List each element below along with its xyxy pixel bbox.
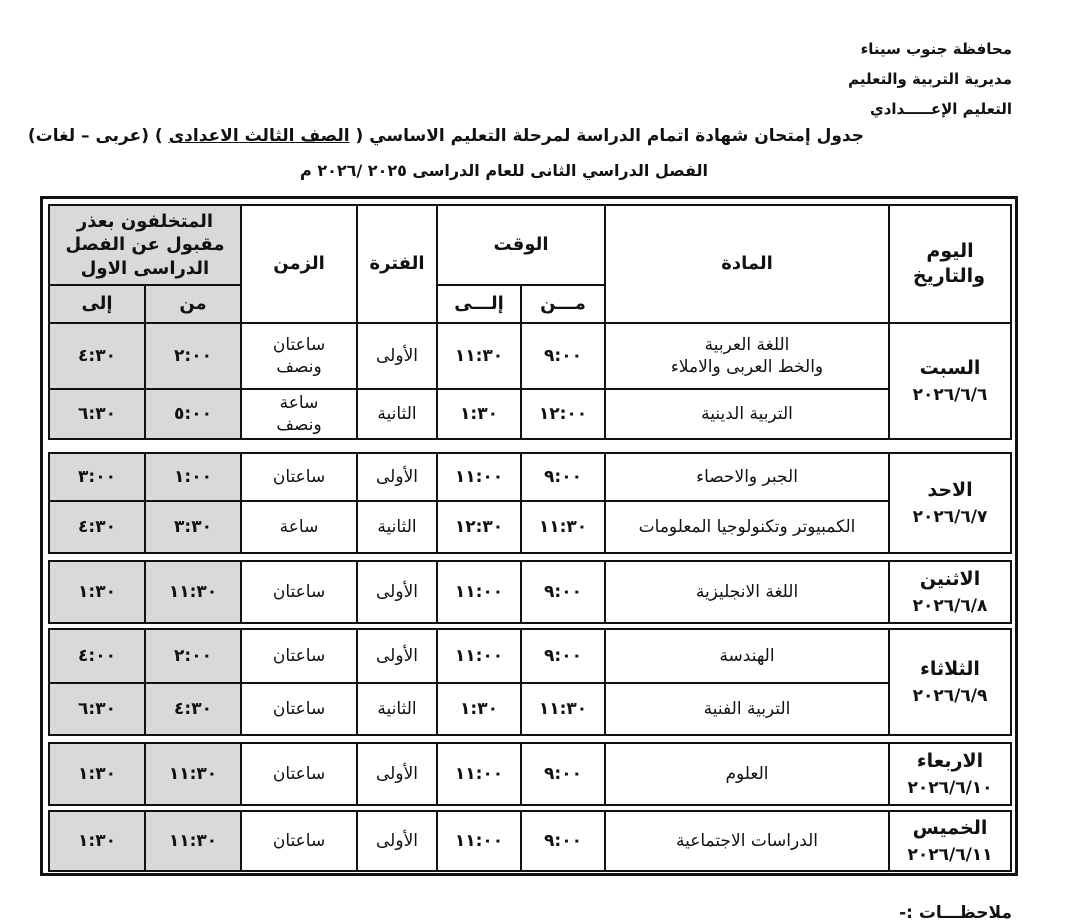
governorate-label: محافظة جنوب سيناء [860, 40, 1012, 58]
period-cell: الأولى [357, 561, 437, 623]
header-makeup-from: من [145, 285, 241, 323]
time-from-cell: ٩:٠٠ [521, 323, 605, 389]
table-row [49, 743, 1011, 805]
directorate-label: مديرية التربية والتعليم [848, 70, 1012, 88]
header-duration: الزمن [241, 205, 357, 323]
makeup-from-cell: ١١:٣٠ [145, 811, 241, 871]
stage-label: التعليم الإعـــــدادي [869, 100, 1012, 118]
exam-schedule-table [48, 204, 1012, 872]
makeup-to-cell: ٣:٠٠ [49, 453, 145, 501]
day-name: الثلاثاء [920, 657, 980, 680]
table-row [49, 811, 1011, 871]
day-separator [49, 735, 1011, 743]
time-from-cell: ٩:٠٠ [521, 743, 605, 805]
time-to-cell: ١:٣٠ [437, 683, 521, 735]
header-makeup: المتخلفون بعذر مقبول عن الفصل الدراسى الاول [49, 205, 241, 285]
day-name: الخميس [912, 816, 988, 839]
duration-cell: ساعتان [241, 629, 357, 683]
day-date-cell [889, 453, 1011, 553]
day-date-cell [889, 811, 1011, 871]
subject-cell: التربية الفنية [605, 683, 889, 735]
time-from-cell: ٩:٠٠ [521, 811, 605, 871]
time-to-cell: ١١:٠٠ [437, 629, 521, 683]
makeup-to-cell: ١:٣٠ [49, 561, 145, 623]
makeup-to-cell: ٤:٠٠ [49, 629, 145, 683]
table-row [49, 501, 1011, 553]
subject-cell: اللغة العربية والخط العربى والاملاء [605, 323, 889, 389]
document-subtitle: الفصل الدراسي الثانى للعام الدراسى ٢٠٢٥ /٢٠٢٦ م [300, 161, 708, 180]
separator-cell [49, 439, 1011, 453]
day-separator [49, 439, 1011, 453]
time-from-cell: ١٢:٠٠ [521, 389, 605, 439]
period-cell: الثانية [357, 683, 437, 735]
time-from-cell: ١١:٣٠ [521, 683, 605, 735]
header-makeup-to: إلى [49, 285, 145, 323]
time-to-cell: ١:٣٠ [437, 389, 521, 439]
makeup-from-cell: ١١:٣٠ [145, 561, 241, 623]
makeup-from-cell: ١:٠٠ [145, 453, 241, 501]
subject-cell: الجبر والاحصاء [605, 453, 889, 501]
day-name: السبت [919, 356, 981, 379]
time-to-cell: ١١:٠٠ [437, 561, 521, 623]
title-grade: الصف الثالث الاعدادى [168, 126, 350, 146]
table-row [49, 561, 1011, 623]
duration-cell: ساعتان [241, 683, 357, 735]
subject-cell: الكمبيوتر وتكنولوجيا المعلومات [605, 501, 889, 553]
makeup-to-cell: ٦:٣٠ [49, 389, 145, 439]
makeup-to-cell: ٤:٣٠ [49, 323, 145, 389]
day-date: ٢٠٢٦/٦/٦ [912, 385, 988, 406]
time-from-cell: ٩:٠٠ [521, 453, 605, 501]
header-subject: المادة [605, 205, 889, 323]
header-day-date: اليوم والتاريخ [889, 205, 1011, 323]
makeup-to-cell: ٤:٣٠ [49, 501, 145, 553]
time-to-cell: ١١:٣٠ [437, 323, 521, 389]
time-from-cell: ٩:٠٠ [521, 629, 605, 683]
duration-cell: ساعتان ونصف [241, 323, 357, 389]
day-date-cell [889, 629, 1011, 735]
document-title [28, 126, 864, 146]
makeup-from-cell: ٢:٠٠ [145, 629, 241, 683]
day-name: الاربعاء [916, 749, 984, 772]
period-cell: الأولى [357, 323, 437, 389]
header-time-to: إلـــى [437, 285, 521, 323]
day-name: الاثنين [919, 567, 981, 590]
notes-label: ملاحظـــات :- [899, 903, 1012, 923]
table-row [49, 389, 1011, 439]
duration-cell: ساعة [241, 501, 357, 553]
day-date-cell [889, 743, 1011, 805]
time-to-cell: ١٢:٣٠ [437, 501, 521, 553]
duration-cell: ساعة ونصف [241, 389, 357, 439]
period-cell: الأولى [357, 811, 437, 871]
day-date: ٢٠٢٦/٦/٧ [912, 507, 988, 528]
day-separator [49, 553, 1011, 561]
table-row [49, 683, 1011, 735]
makeup-to-cell: ١:٣٠ [49, 811, 145, 871]
time-from-cell: ١١:٣٠ [521, 501, 605, 553]
day-date: ٢٠٢٦/٦/١٠ [907, 778, 993, 799]
day-name: الاحد [927, 478, 973, 501]
period-cell: الأولى [357, 743, 437, 805]
period-cell: الأولى [357, 629, 437, 683]
subject-cell: الدراسات الاجتماعية [605, 811, 889, 871]
time-to-cell: ١١:٠٠ [437, 811, 521, 871]
makeup-to-cell: ٦:٣٠ [49, 683, 145, 735]
table-row [49, 453, 1011, 501]
time-from-cell: ٩:٠٠ [521, 561, 605, 623]
title-part1: جدول إمتحان شهادة اتمام الدراسة لمرحلة التعليم الاساسي ( [355, 126, 864, 146]
makeup-from-cell: ٢:٠٠ [145, 323, 241, 389]
time-to-cell: ١١:٠٠ [437, 453, 521, 501]
separator-cell [49, 735, 1011, 743]
duration-cell: ساعتان [241, 453, 357, 501]
day-date: ٢٠٢٦/٦/٩ [912, 686, 988, 707]
separator-cell [49, 553, 1011, 561]
duration-cell: ساعتان [241, 811, 357, 871]
makeup-from-cell: ٤:٣٠ [145, 683, 241, 735]
table-row [49, 323, 1011, 389]
makeup-to-cell: ١:٣٠ [49, 743, 145, 805]
day-date: ٢٠٢٦/٦/٨ [912, 596, 988, 617]
header-time-from: مـــن [521, 285, 605, 323]
day-date-cell [889, 561, 1011, 623]
subject-cell: الهندسة [605, 629, 889, 683]
period-cell: الثانية [357, 501, 437, 553]
header-time: الوقت [437, 205, 605, 285]
makeup-from-cell: ١١:٣٠ [145, 743, 241, 805]
makeup-from-cell: ٥:٠٠ [145, 389, 241, 439]
subject-cell: التربية الدينية [605, 389, 889, 439]
header-period: الفترة [357, 205, 437, 323]
day-date: ٢٠٢٦/٦/١١ [907, 845, 993, 866]
title-part2: ) (عربى – لغات) [27, 126, 163, 146]
subject-cell: اللغة الانجليزية [605, 561, 889, 623]
period-cell: الأولى [357, 453, 437, 501]
time-to-cell: ١١:٠٠ [437, 743, 521, 805]
table-row [49, 629, 1011, 683]
makeup-from-cell: ٣:٣٠ [145, 501, 241, 553]
duration-cell: ساعتان [241, 743, 357, 805]
period-cell: الثانية [357, 389, 437, 439]
subject-cell: العلوم [605, 743, 889, 805]
duration-cell: ساعتان [241, 561, 357, 623]
day-date-cell [889, 323, 1011, 439]
